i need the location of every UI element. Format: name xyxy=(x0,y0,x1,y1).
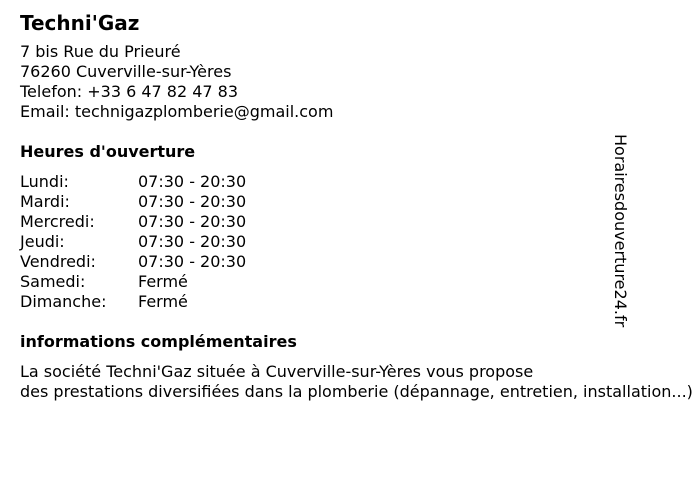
additional-info-text xyxy=(20,362,693,402)
hours-row-sunday xyxy=(20,292,620,312)
source-watermark: Horairesdouverture24.fr xyxy=(611,134,630,328)
hours-day: Samedi: xyxy=(20,272,86,291)
hours-day: Jeudi: xyxy=(20,232,65,251)
additional-info-line: La société Techni'Gaz située à Cuverville-sur-Yères vous propose xyxy=(20,362,534,381)
hours-time: 07:30 - 20:30 xyxy=(138,212,247,231)
business-name: Techni'Gaz xyxy=(20,11,140,35)
hours-row-saturday xyxy=(20,272,620,292)
hours-time: Fermé xyxy=(138,292,188,311)
hours-row-tuesday xyxy=(20,192,620,212)
hours-day: Mardi: xyxy=(20,192,70,211)
hours-row-thursday xyxy=(20,232,620,252)
hours-time: 07:30 - 20:30 xyxy=(138,232,247,251)
email-address: Email: technigazplomberie@gmail.com xyxy=(20,102,334,121)
additional-info-line: des prestations diversifiées dans la plomberie (dépannage, entretien, installation...) xyxy=(20,382,693,401)
hours-day: Mercredi: xyxy=(20,212,95,231)
hours-time: 07:30 - 20:30 xyxy=(138,172,247,191)
hours-row-wednesday xyxy=(20,212,620,232)
hours-time: 07:30 - 20:30 xyxy=(138,192,247,211)
additional-info-heading: informations complémentaires xyxy=(20,332,297,351)
hours-day: Dimanche: xyxy=(20,292,107,311)
opening-hours-heading: Heures d'ouverture xyxy=(20,142,196,161)
hours-day: Vendredi: xyxy=(20,252,96,271)
opening-hours-table xyxy=(20,172,620,312)
hours-time: Fermé xyxy=(138,272,188,291)
address-city: 76260 Cuverville-sur-Yères xyxy=(20,62,232,81)
hours-time: 07:30 - 20:30 xyxy=(138,252,247,271)
hours-day: Lundi: xyxy=(20,172,69,191)
hours-row-friday xyxy=(20,252,620,272)
phone-number: Telefon: +33 6 47 82 47 83 xyxy=(20,82,239,101)
address-street: 7 bis Rue du Prieuré xyxy=(20,42,181,61)
hours-row-monday xyxy=(20,172,620,192)
